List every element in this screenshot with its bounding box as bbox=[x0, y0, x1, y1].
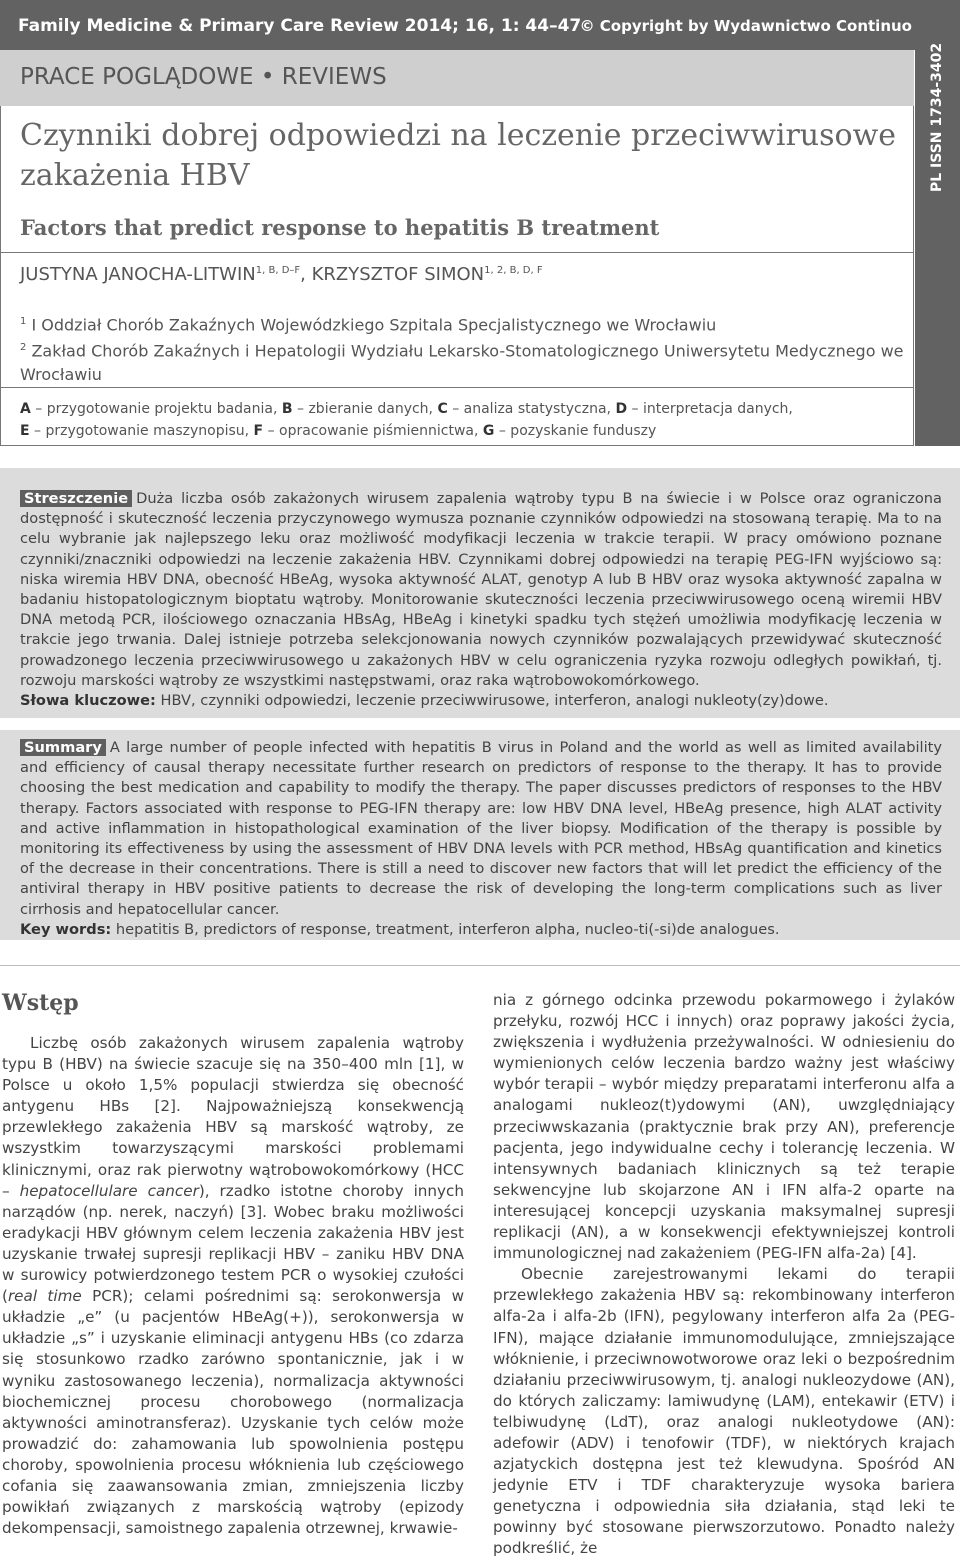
contribution-text: – przygotowanie maszynopisu, bbox=[29, 423, 254, 439]
contribution-letter: D bbox=[615, 401, 628, 417]
contribution-text: – interpretacja danych, bbox=[627, 401, 793, 417]
author-affiliation-sup: 1, 2, B, D, F bbox=[484, 265, 543, 276]
body-column-left bbox=[2, 1033, 464, 1539]
article-title-pl: Czynniki dobrej odpowiedzi na leczenie przeciwwirusowe zakażenia HBV bbox=[20, 118, 897, 193]
author-list bbox=[20, 264, 543, 285]
text-run: ), rzadko istotne choroby innych narządów (np. nerek, naczyń) [3]. Wobec braku możliwości eradykacji HBV głównym celem leczenia zakażenia HBV jest uzyskanie trwałej supresji replikacji HBV – zaniku HBV DNA w surowicy potwierdzonego testem PCR o wysokiej czułości ( bbox=[2, 1181, 465, 1306]
contribution-text: – przygotowanie projektu badania, bbox=[30, 401, 282, 417]
body-paragraph: Obecnie zarejestrowanymi lekami do terapii przewlekłego zakażenia HBV są: rekombinowany interferon alfa-2a i alfa-2b (IFN), pegylowany interferon alfa 2a (PEG-IFN), mające działanie immunomodulujące, zmniejszające włóknienie, i przeciwnowotworowe oraz leki o bezpośrednim działaniu przeciwwirusowym, tj. analogi nukleozydowe (AN), do których zaliczamy: lamiwudynę (LAM), entekawir (ETV) i telbiwudynę (LdT), oraz analogi nukleotydowe (AN): adefowir (ADV) i tenofowir (TDF), w niektórych krajach azjatyckich dostępna jest też klewudyna. Spośród AN jedynie ETV i TDF charakteryzuje wysoka bariera genetyczna i odpowiednia siła działania, stąd leki te powinny być stosowane pierwszorzutowo. Ponadto należy podkreślić, że bbox=[493, 1265, 955, 1558]
section-title: PRACE POGLĄDOWE • REVIEWS bbox=[20, 64, 387, 90]
keywords-text: hepatitis B, predictors of response, treatment, interferon alpha, nucleo-ti(-si)de analogues. bbox=[111, 920, 780, 938]
text-run-italic: hepatocellulare cancer bbox=[19, 1181, 199, 1200]
author-name: JUSTYNA JANOCHA-LITWIN bbox=[20, 264, 256, 285]
text-run-italic: real time bbox=[7, 1287, 82, 1306]
journal-header-bar bbox=[0, 0, 960, 50]
copyright-notice: © Copyright by Wydawnictwo Continuo bbox=[579, 17, 912, 35]
affiliation-item bbox=[20, 336, 910, 385]
contribution-letter: C bbox=[437, 401, 448, 417]
contribution-text: – opracowanie piśmiennictwa, bbox=[263, 423, 483, 439]
summary-body: A large number of people infected with hepatitis B virus in Poland and the world as well as limited availability and efficiency of causal therapy necessitate further research on predictors of response to the therapy. It has to provide choosing the best medication and capability to modify the therapy. The paper discusses predictors of responses to the HBV therapy. Factors associated with response to PEG-IFN therapy are: low HBV DNA level, HBeAg presence, high ALAT activity and active inflammation in histopathological examination of the liver biopsy. Modification of the therapy is possible by monitoring its effectiveness by using the assessment of HBV DNA levels with PCR method, HBsAg quantification and kinetics of the decrease in their concentrations. There is still a need to discover new factors that will let predict the efficiency of the antiviral therapy in HBV positive patients to decrease the risk of developing the long-term complications such as liver cirrhosis and hepatocellular cancer. bbox=[20, 739, 942, 918]
section-heading-intro: Wstęp bbox=[2, 990, 79, 1016]
author-name: KRZYSZTOF SIMON bbox=[311, 264, 485, 285]
contribution-letter: E bbox=[20, 423, 30, 439]
abstract-label: Streszczenie bbox=[20, 490, 132, 507]
body-column-right bbox=[493, 990, 955, 1560]
divider bbox=[0, 965, 960, 966]
author-contributions bbox=[20, 398, 910, 442]
divider bbox=[0, 252, 914, 253]
issn-sidebar bbox=[915, 42, 960, 446]
contribution-letter: A bbox=[20, 401, 31, 417]
abstract-pl bbox=[20, 489, 942, 711]
contribution-text: – analiza statystyczna, bbox=[447, 401, 616, 417]
contribution-text: – zbieranie danych, bbox=[292, 401, 438, 417]
keywords-label: Key words: bbox=[20, 920, 112, 938]
contribution-letter: B bbox=[281, 401, 293, 417]
journal-citation: Family Medicine & Primary Care Review 2014; 16, 1: 44–47 bbox=[18, 16, 582, 36]
abstract-en bbox=[20, 738, 942, 940]
keywords-label: Słowa kluczowe: bbox=[20, 692, 156, 710]
keywords-text: HBV, czynniki odpowiedzi, leczenie przeciwwirusowe, interferon, analogi nukleoty(zy)dowe. bbox=[155, 692, 829, 710]
author-separator: , bbox=[300, 264, 312, 285]
abstract-body: Duża liczba osób zakażonych wirusem zapalenia wątroby typu B na świecie i w Polsce oraz ograniczona dostępność i skuteczność leczenia przyczynowego wymusza poznanie czynników odpowiedzi na stosowaną terapię. Ma to na celu wybranie jak najlepszego leku oraz możliwość modyfikacji leczenia w trakcie terapii. W pracy omówiono poznane czynniki/znaczniki odpowiedzi na leczenie zakażenia HBV. Czynnikami dobrej odpowiedzi na terapię PEG-IFN wyjściowo są: niska wiremia HBV DNA, obecność HBeAg, wysoka aktywność ALAT, genotyp A lub B HBV oraz wysoka aktywność zapalna w badaniu histopatologicznym bioptatu wątroby. Monitorowanie skuteczności leczenia przeciwwirusowego oceną wiremii HBV DNA metodą PCR, ilościowego oznaczania HBsAg, HBeAg i kinetyki spadku tych stężeń umożliwia modyfikację leczenia w trakcie jego trwania. Dalej istnieje potrzeba selekcjonowania nowych czynników pozwalających przewidywać skuteczność prowadzonego leczenia przeciwwirusowego u zakażonych HBV w celu ograniczenia ryzyka rozwoju odległych powikłań, tj. rozwoju marskości wątroby ze wszystkimi następstwami, oraz raka wątrobowokomórkowego. bbox=[20, 490, 942, 689]
author-affiliation-sup: 1, B, D–F bbox=[255, 265, 301, 276]
contribution-letter: F bbox=[253, 423, 264, 439]
affiliation-text: Zakład Chorób Zakaźnych i Hepatologii Wydziału Lekarsko-Stomatologicznego Uniwersytetu Medycznego we Wrocławiu bbox=[20, 341, 904, 384]
affiliation-number: 2 bbox=[20, 342, 27, 354]
abstract-en-box bbox=[0, 730, 960, 940]
abstract-pl-box bbox=[0, 468, 960, 718]
affiliation-item bbox=[20, 310, 910, 336]
text-run: Liczbę osób zakażonych wirusem zapalenia wątroby typu B (HBV) na świecie szacuje się na 350–400 mln [1], w Polsce u około 1,5% populacji stwierdza się obecność antygenu HBs [2]. Najpoważniejszą konsekwencją przewlekłego zakażenia HBV są marskość wątroby, ze wszystkim towarzyszącymi marskości problemami klinicznymi, oraz rak pierwotny wątrobowokomórkowy (HCC – bbox=[2, 1034, 464, 1200]
affiliation-number: 1 bbox=[20, 316, 27, 327]
article-title-en: Factors that predict response to hepatitis B treatment bbox=[20, 215, 660, 240]
affiliations bbox=[20, 310, 910, 386]
contribution-letter: G bbox=[482, 423, 495, 439]
text-run: PCR); celami pośrednimi są: serokonwersja w układzie „e” (u pacjentów HBeAg(+)), serokonwersja w układzie „s” i uzyskanie eliminacji antygenu HBs (co zdarza się stosunkowo rzadko zarówno spontanicznie, jak i w wyniku zastosowanego leczenia), normalizacja aktywności biochemicznej procesu chorobowego (normalizacja aktywności aminotransferaz). Uzyskanie tych celów może prowadzić do: zahamowania lub spowolnienia postępu choroby, spowolnienia procesu włóknienia lub częściowego cofania się zaawansowania zmian, zmniejszenia liczby powikłań związanych z marskością wątroby (epizody dekompensacji, samoistnego zapalenia otrzewnej, krwawie- bbox=[2, 1287, 464, 1538]
body-paragraph bbox=[2, 1033, 464, 1539]
affiliation-text: I Oddział Chorób Zakaźnych Wojewódzkiego Szpitala Specjalistycznego we Wrocławiu bbox=[26, 315, 717, 335]
body-paragraph: nia z górnego odcinka przewodu pokarmowego i żylaków przełyku, rozwój HCC i innych) oraz poprawy jakości życia, zwiększenia i wydłużenia przeżywalności. W odniesieniu do wymienionych celów leczenia bardzo ważny jest właściwy wybór terapii – wybór między preparatami interferonu alfa a analogami nukleoz(t)ydowymi (AN), uwzględniający przeciwwskazania (praktycznie brak przy AN), preferencje pacjenta, jego indywidualne cechy i tolerancję leczenia. W intensywnych badaniach klinicznych są też terapie sekwencyjne lub skojarzone AN i IFN alfa-2 oparte na interesującej koncepcji uzyskania maksymalnej supresji replikacji (AN), a w konsekwencji efektywniejszej kontroli immunologicznej nad zakażeniem (PEG-IFN alfa-2a) [4]. bbox=[493, 991, 955, 1263]
summary-label: Summary bbox=[20, 739, 106, 756]
issn-label: PL ISSN 1734-3402 bbox=[929, 42, 945, 192]
divider bbox=[0, 387, 914, 388]
contribution-text: – pozyskanie funduszy bbox=[494, 423, 657, 439]
